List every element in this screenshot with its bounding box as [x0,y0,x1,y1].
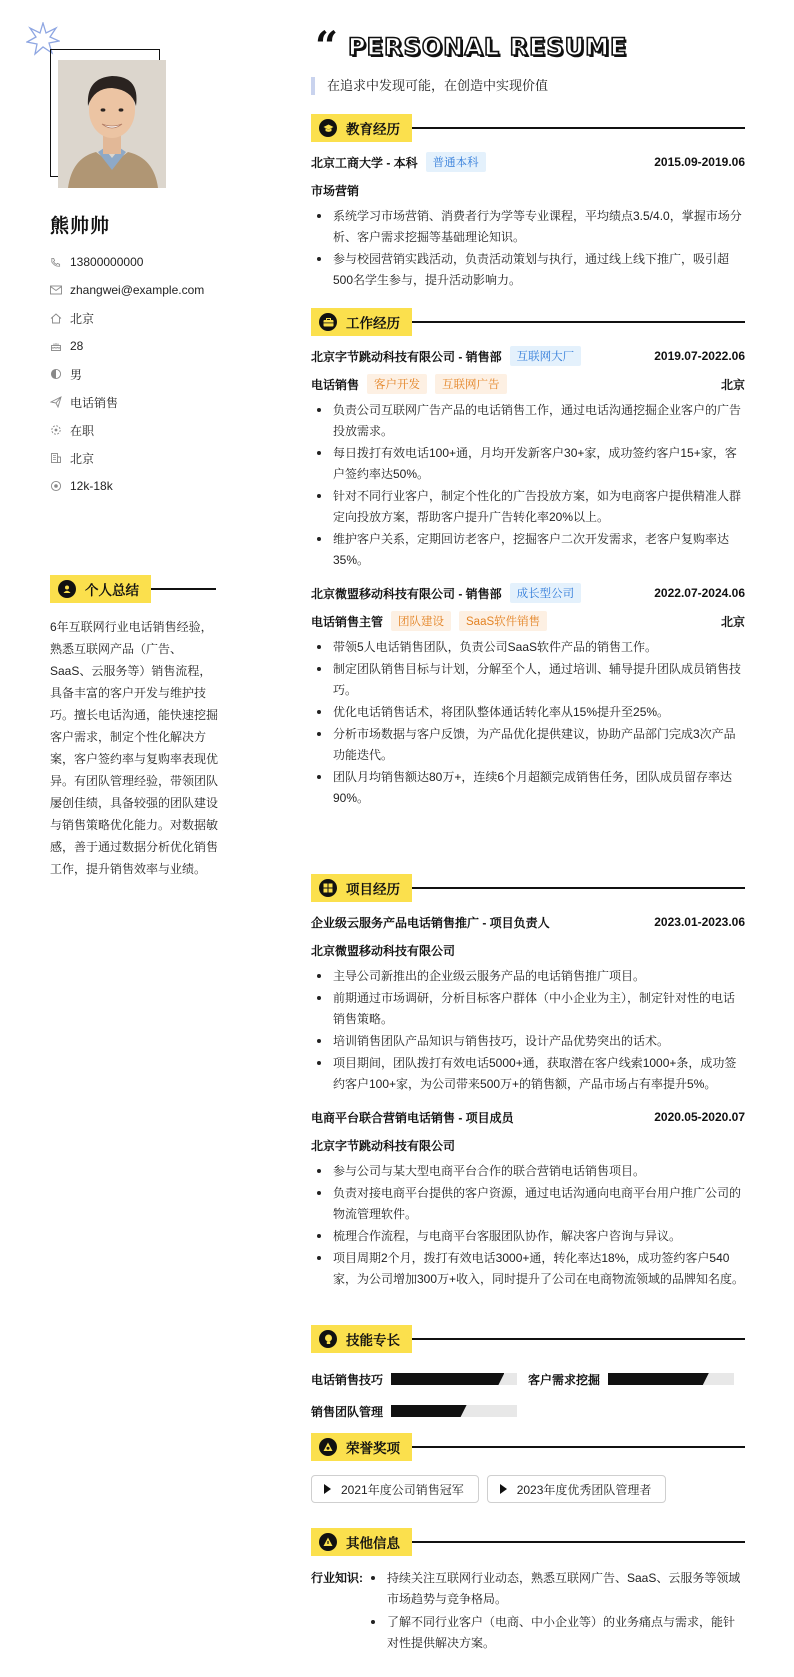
info-location: 北京 [50,304,204,332]
summary-title: 个人总结 [85,583,139,598]
list-item: 梳理合作流程，与电商平台客服团队协作，解决客户咨询与异议。 [311,1226,745,1247]
triangle-icon [324,1484,331,1494]
contact-info [50,248,204,500]
education-date: 2015.09-2019.06 [654,155,745,169]
skills-section [311,1325,745,1427]
other-section [311,1528,745,1656]
projects-title: 项目经历 [346,882,400,897]
education-title: 教育经历 [346,122,400,137]
info-job: 电话销售 [50,388,204,416]
honors-header [311,1433,745,1461]
salary-icon [50,480,70,492]
job-role: 电话销售主管 [311,614,384,629]
school-name: 北京工商大学 - 本科 [311,155,418,170]
user-icon [58,580,76,598]
resume-title [315,23,628,70]
job-bullets [311,637,745,809]
work-title: 工作经历 [346,316,400,331]
list-item: 项目期间，团队拨打有效电话5000+通，获取潜在客户线索1000+条，成功签约客户100+家，为公司带来500万+的销售额，产品市场占有率提升5%。 [311,1053,745,1095]
list-item: 持续关注互联网行业动态，熟悉互联网广告、SaaS、云服务等领域市场趋势与竞争格局。 [365,1568,745,1610]
school-tag: 普通本科 [426,152,486,172]
other-title: 其他信息 [346,1536,400,1551]
status-icon [50,424,70,436]
list-item: 项目周期2个月，拨打有效电话3000+通，转化率达18%，成功签约客户540家，为公司增加300万+收入，同时提升了公司在电商物流领域的品牌知名度。 [311,1248,745,1290]
sidebar [0,0,230,1677]
info-age: 28 [50,332,204,360]
skill-tag: 互联网广告 [435,374,507,394]
info-city: 北京 [50,444,204,472]
list-item: 分析市场数据与客户反馈，为产品优化提供建议，协助产品部门完成3次产品功能迭代。 [311,724,745,766]
home-icon [50,313,70,324]
award-item: 2023年度优秀团队管理者 [487,1475,667,1503]
award-icon [319,1438,337,1456]
job-bullets [311,400,745,571]
company-tag: 成长型公司 [510,583,582,603]
job-role: 电话销售 [311,377,360,392]
skill-bar-fill [608,1373,709,1385]
skills-header [311,1325,745,1353]
list-item: 参与公司与某大型电商平台合作的联合营销电话销售项目。 [311,1161,745,1182]
award-item: 2021年度公司销售冠军 [311,1475,479,1503]
company-tag: 互联网大厂 [510,346,582,366]
major: 市场营销 [311,183,360,198]
phone-icon [50,257,70,268]
skill-tag: 客户开发 [367,374,427,394]
project-name: 企业级云服务产品电话销售推广 - 项目负责人 [311,915,550,930]
honors-section [311,1433,745,1503]
company-name: 北京微盟移动科技有限公司 - 销售部 [311,586,502,601]
motto: 在追求中发现可能，在创造中实现价值 [311,77,548,95]
skill-name: 销售团队管理 [311,1404,384,1419]
project-bullets [311,1161,745,1290]
list-item: 针对不同行业客户，制定个性化的广告投放方案，如为电商客户提供精准人群定向投放方案，帮助客户提升广告转化率20%以上。 [311,486,745,528]
honors-title: 荣誉奖项 [346,1441,400,1456]
bulb-icon [319,1330,337,1348]
education-entry [311,152,745,172]
job-date: 2022.07-2024.06 [654,586,745,600]
mail-icon [50,285,70,295]
work-section [311,308,745,810]
project-date: 2023.01-2023.06 [654,915,745,929]
list-item: 了解不同行业客户（电商、中小企业等）的业务痛点与需求，能针对性提供解决方案。 [365,1612,745,1654]
projects-header [311,874,745,902]
list-item: 主导公司新推出的企业级云服务产品的电话销售推广项目。 [311,966,745,987]
other-header [311,1528,745,1556]
job-entry [311,583,745,809]
job-entry [311,346,745,571]
skill-bar [391,1405,517,1417]
briefcase-icon [319,313,337,331]
skills-title: 技能专长 [346,1333,400,1348]
project-entry [311,1107,745,1290]
other-label: 行业知识: [311,1571,363,1585]
grid-icon [319,879,337,897]
education-bullets [311,206,745,291]
skill-item [311,1403,528,1420]
info-gender: 男 [50,360,204,388]
page-title: PERSONAL RESUME [348,33,628,61]
info-icon [319,1533,337,1551]
job-city: 北京 [720,377,745,392]
skill-item [528,1371,745,1388]
projects-section [311,874,745,1291]
skill-tag: 团队建设 [391,611,451,631]
building-icon [50,452,70,464]
list-item: 负责公司互联网广告产品的电话销售工作，通过电话沟通挖掘企业客户的广告投放需求。 [311,400,745,442]
list-item: 每日拨打有效电话100+通，月均开发新客户30+家，成功签约客户15+家，客户签约率达50%。 [311,443,745,485]
gender-icon [50,368,70,380]
graduation-cap-icon [319,119,337,137]
info-email: zhangwei@example.com [50,276,204,304]
list-item: 培训销售团队产品知识与销售技巧，设计产品优势突出的话术。 [311,1031,745,1052]
skill-name: 电话销售技巧 [311,1372,384,1387]
education-section [311,114,745,292]
avatar-photo [58,60,166,188]
triangle-icon [500,1484,507,1494]
info-phone: 13800000000 [50,248,204,276]
skill-tag: SaaS软件销售 [459,611,547,631]
list-item: 前期通过市场调研，分析目标客户群体（中小企业为主），制定针对性的电话销售策略。 [311,988,745,1030]
person-name: 熊帅帅 [50,216,111,237]
company-name: 北京字节跳动科技有限公司 - 销售部 [311,349,502,364]
project-bullets [311,966,745,1095]
skill-item [311,1371,528,1388]
skill-bar-fill [391,1373,504,1385]
project-date: 2020.05-2020.07 [654,1110,745,1124]
divider [151,588,216,590]
summary-section-header [50,575,216,603]
education-header [311,114,745,142]
info-salary: 12k-18k [50,472,204,500]
list-item: 系统学习市场营销、消费者行为学等专业课程，平均绩点3.5/4.0，掌握市场分析、客户需求挖掘等基础理论知识。 [311,206,745,248]
work-header [311,308,745,336]
job-date: 2019.07-2022.06 [654,349,745,363]
project-company: 北京微盟移动科技有限公司 [311,943,456,958]
other-list [365,1568,745,1656]
skill-bar [391,1373,517,1385]
other-entry [311,1568,745,1656]
list-item: 团队月均销售额达80万+，连续6个月超额完成销售任务，团队成员留存率达90%。 [311,767,745,809]
list-item: 制定团队销售目标与计划，分解至个人，通过培训、辅导提升团队成员销售技巧。 [311,659,745,701]
skill-bar [608,1373,734,1385]
project-company: 北京字节跳动科技有限公司 [311,1138,456,1153]
skill-bar-fill [391,1405,467,1417]
info-status: 在职 [50,416,204,444]
list-item: 负责对接电商平台提供的客户资源，通过电话沟通向电商平台用户推广公司的物流管理软件。 [311,1183,745,1225]
list-item: 维护客户关系，定期回访老客户，挖掘客户二次开发需求，老客户复购率达35%。 [311,529,745,571]
job-city: 北京 [720,614,745,629]
list-item: 带领5人电话销售团队，负责公司SaaS软件产品的销售工作。 [311,637,745,658]
send-icon [50,396,70,408]
skill-name: 客户需求挖掘 [528,1372,601,1387]
project-entry [311,912,745,1095]
list-item: 优化电话销售话术，将团队整体通话转化率从15%提升至25%。 [311,702,745,723]
quote-mark-icon: “ [315,23,339,70]
cake-icon [50,340,70,352]
list-item: 参与校园营销实践活动，负责活动策划与执行，通过线上线下推广，吸引超500名学生参与，提升活动影响力。 [311,249,745,291]
project-name: 电商平台联合营销电话销售 - 项目成员 [311,1110,514,1125]
summary-text: 6年互联网行业电话销售经验，熟悉互联网产品（广告、SaaS、云服务等）销售流程，具备丰富的客户开发与维护技巧。擅长电话沟通，能快速挖掘客户需求，制定个性化解决方案，客户签约率与复购率表现优异。有团队管理经验，带领团队屡创佳绩，具备较强的团队建设与销售策略优化能力。对数据敏感，善于通过数据分析优化销售工作，提升销售效率与业绩。 [50,620,219,876]
